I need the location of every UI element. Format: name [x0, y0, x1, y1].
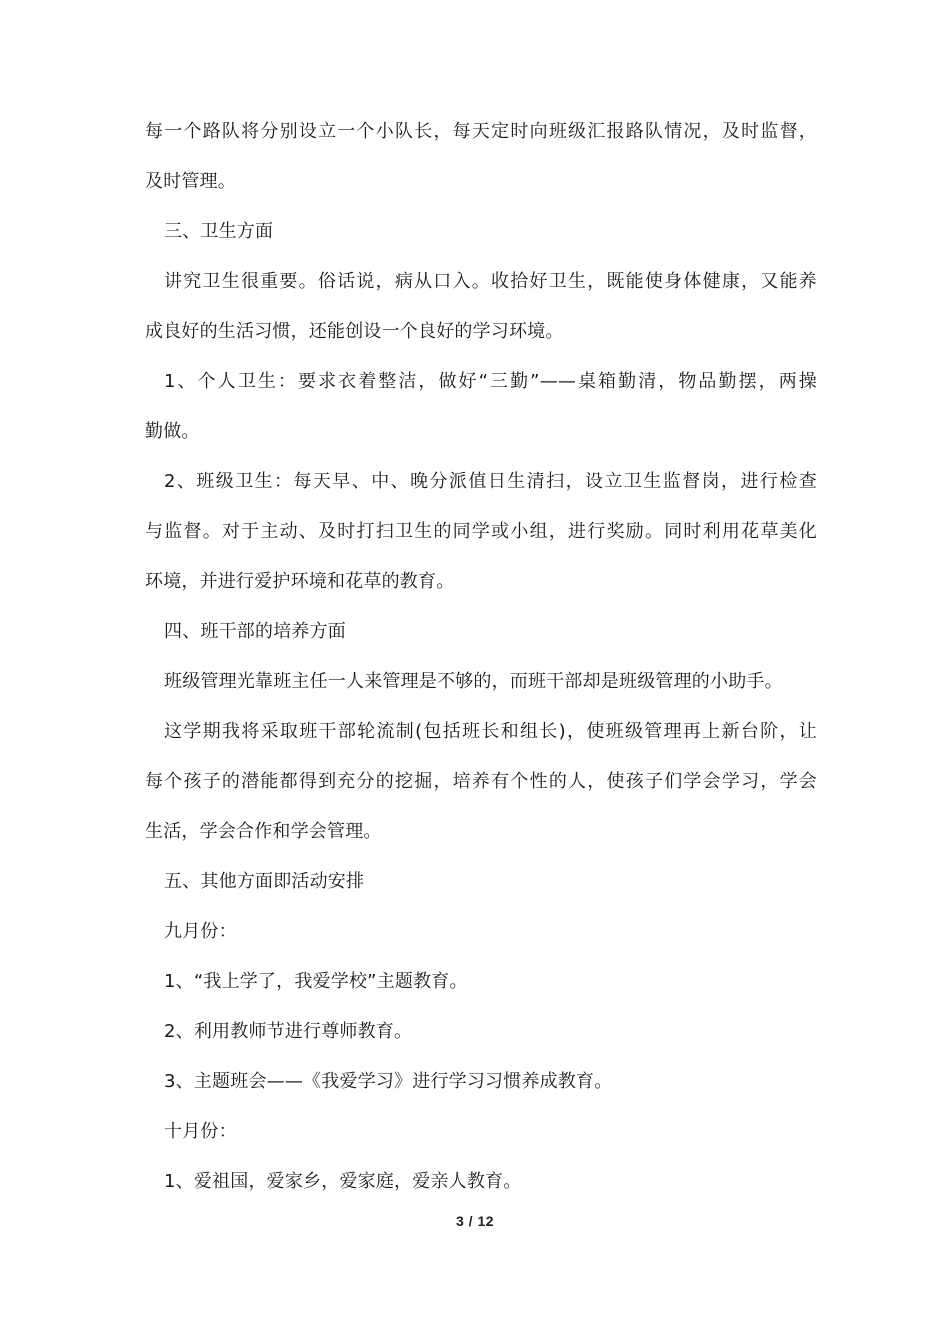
list-item: 2、利用教师节进行尊师教育。 [164, 1021, 413, 1042]
paragraph-line: 生活，学会合作和学会管理。 [145, 821, 382, 842]
paragraph-line: 每一个路队将分别设立一个小队长，每天定时向班级汇报路队情况，及时监督， [145, 121, 817, 142]
paragraph-line: 与监督。对于主动、及时打扫卫生的同学或小组，进行奖励。同时利用花草美化 [145, 521, 817, 542]
section-heading: 三、卫生方面 [164, 221, 274, 242]
month-heading: 十月份： [164, 1121, 237, 1142]
paragraph-line: 每个孩子的潜能都得到充分的挖掘，培养有个性的人，使孩子们学会学习，学会 [145, 771, 817, 792]
list-item: 1、爱祖国，爱家乡，爱家庭，爱亲人教育。 [164, 1171, 522, 1192]
section-heading: 五、其他方面即活动安排 [164, 871, 365, 892]
paragraph-line: 这学期我将采取班干部轮流制(包括班长和组长)，使班级管理再上新台阶，让 [164, 721, 817, 742]
list-item: 1、个人卫生：要求衣着整洁，做好“三勤”——桌箱勤清，物品勤摆，两操 [164, 371, 817, 392]
paragraph-line: 班级管理光靠班主任一人来管理是不够的，而班干部却是班级管理的小助手。 [164, 671, 783, 692]
document-body [145, 107, 817, 1207]
paragraph-line: 及时管理。 [145, 171, 236, 192]
list-item: 2、班级卫生：每天早、中、晚分派值日生清扫，设立卫生监督岗，进行检查 [164, 471, 817, 492]
paragraph-line: 环境，并进行爱护环境和花草的教育。 [145, 571, 455, 592]
list-item: 3、主题班会——《我爱学习》进行学习习惯养成教育。 [164, 1071, 613, 1092]
page-number: 3 / 12 [455, 1213, 495, 1229]
section-heading: 四、班干部的培养方面 [164, 621, 346, 642]
paragraph-line: 勤做。 [145, 421, 200, 442]
list-item: 1、“我上学了，我爱学校”主题教育。 [164, 971, 468, 992]
paragraph-line: 成良好的生活习惯，还能创设一个良好的学习环境。 [145, 321, 564, 342]
paragraph-line: 讲究卫生很重要。俗话说，病从口入。收拾好卫生，既能使身体健康，又能养 [164, 271, 817, 292]
month-heading: 九月份： [164, 921, 237, 942]
